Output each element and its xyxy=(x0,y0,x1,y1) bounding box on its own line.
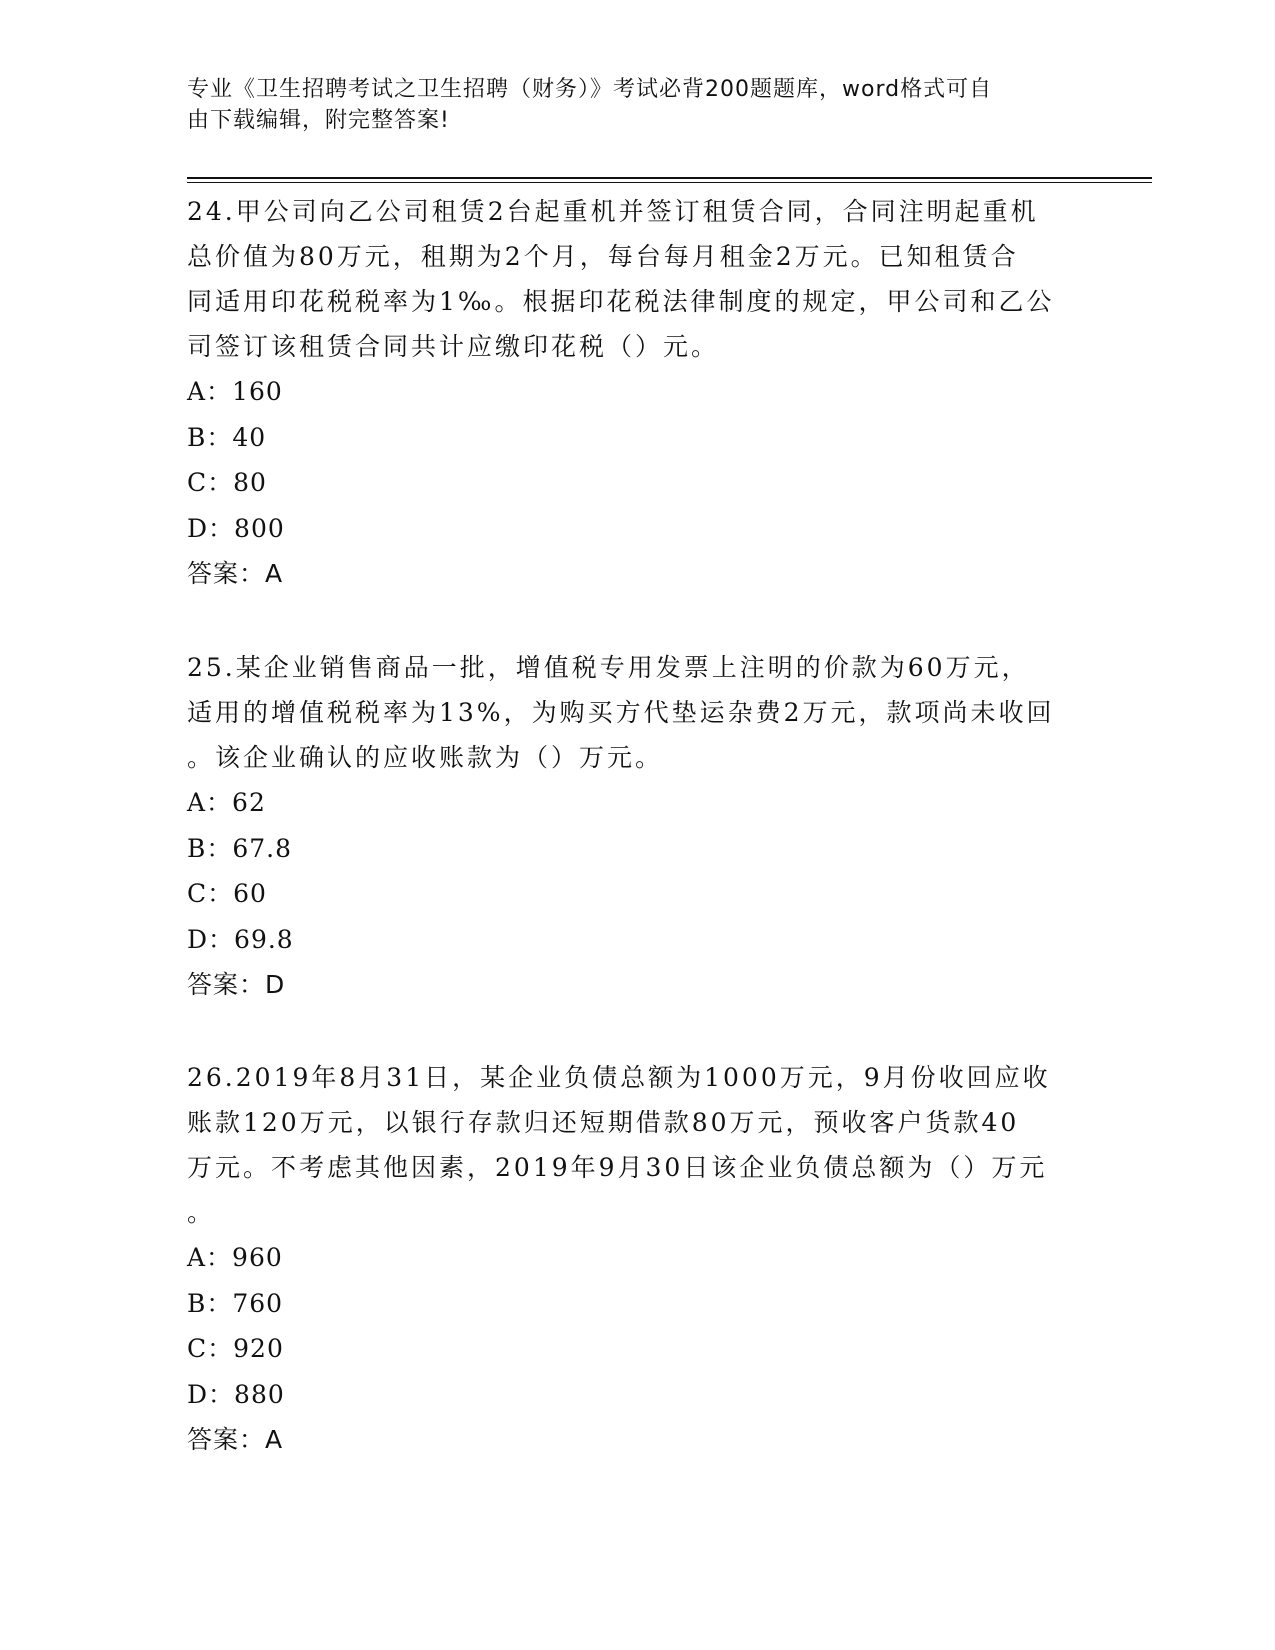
stem-line: 账款120万元，以银行存款归还短期借款80万元，预收客户货款40 xyxy=(187,1108,1020,1137)
option-b: B：40 xyxy=(187,422,267,452)
option-c: C：60 xyxy=(187,879,267,908)
option-c: C：80 xyxy=(187,468,267,497)
question-26 xyxy=(187,1055,1077,1462)
stem-line: 同适用印花税税率为1‰。根据印花税法律制度的规定，甲公司和乙公 xyxy=(187,287,1055,316)
question-stem xyxy=(187,645,1077,780)
question-stem xyxy=(187,189,1077,369)
stem-line: 适用的增值税税率为13%，为购买方代垫运杂费2万元，款项尚未收回 xyxy=(187,698,1055,727)
stem-line: 25.某企业销售商品一批，增值税专用发票上注明的价款为60万元， xyxy=(187,653,1030,682)
option-b: B：760 xyxy=(187,1288,284,1318)
header-divider-thick xyxy=(187,177,1152,179)
stem-line: 。该企业确认的应收账款为（）万元。 xyxy=(187,743,664,772)
question-25 xyxy=(187,645,1077,1007)
option-a: A：160 xyxy=(187,377,283,406)
answer: 答案：A xyxy=(187,1425,284,1454)
header-divider-thin xyxy=(187,182,1152,183)
stem-line: 26.2019年8月31日，某企业负债总额为1000万元，9月份收回应收 xyxy=(187,1063,1051,1092)
stem-line: 24.甲公司向乙公司租赁2台起重机并签订租赁合同，合同注明起重机 xyxy=(187,197,1039,226)
document-header xyxy=(187,74,1067,136)
question-stem xyxy=(187,1055,1077,1235)
option-a: A：960 xyxy=(187,1243,283,1272)
header-line-1: 专业《卫生招聘考试之卫生招聘（财务）》考试必背200题题库，word格式可自 xyxy=(187,77,993,102)
answer: 答案：D xyxy=(187,970,286,999)
stem-line: 万元。不考虑其他因素，2019年9月30日该企业负债总额为（）万元 xyxy=(187,1153,1048,1182)
answer: 答案：A xyxy=(187,559,284,588)
stem-line: 。 xyxy=(187,1198,216,1227)
question-24 xyxy=(187,189,1077,596)
option-d: D：800 xyxy=(187,513,285,543)
option-b: B：67.8 xyxy=(187,833,293,863)
stem-line: 司签订该租赁合同共计应缴印花税（）元。 xyxy=(187,332,720,361)
header-line-2: 由下载编辑，附完整答案! xyxy=(187,108,450,133)
option-a: A：62 xyxy=(187,788,266,817)
option-d: D：69.8 xyxy=(187,924,294,954)
option-d: D：880 xyxy=(187,1379,285,1409)
stem-line: 总价值为80万元，租期为2个月，每台每月租金2万元。已知租赁合 xyxy=(187,242,1019,271)
option-c: C：920 xyxy=(187,1334,284,1363)
